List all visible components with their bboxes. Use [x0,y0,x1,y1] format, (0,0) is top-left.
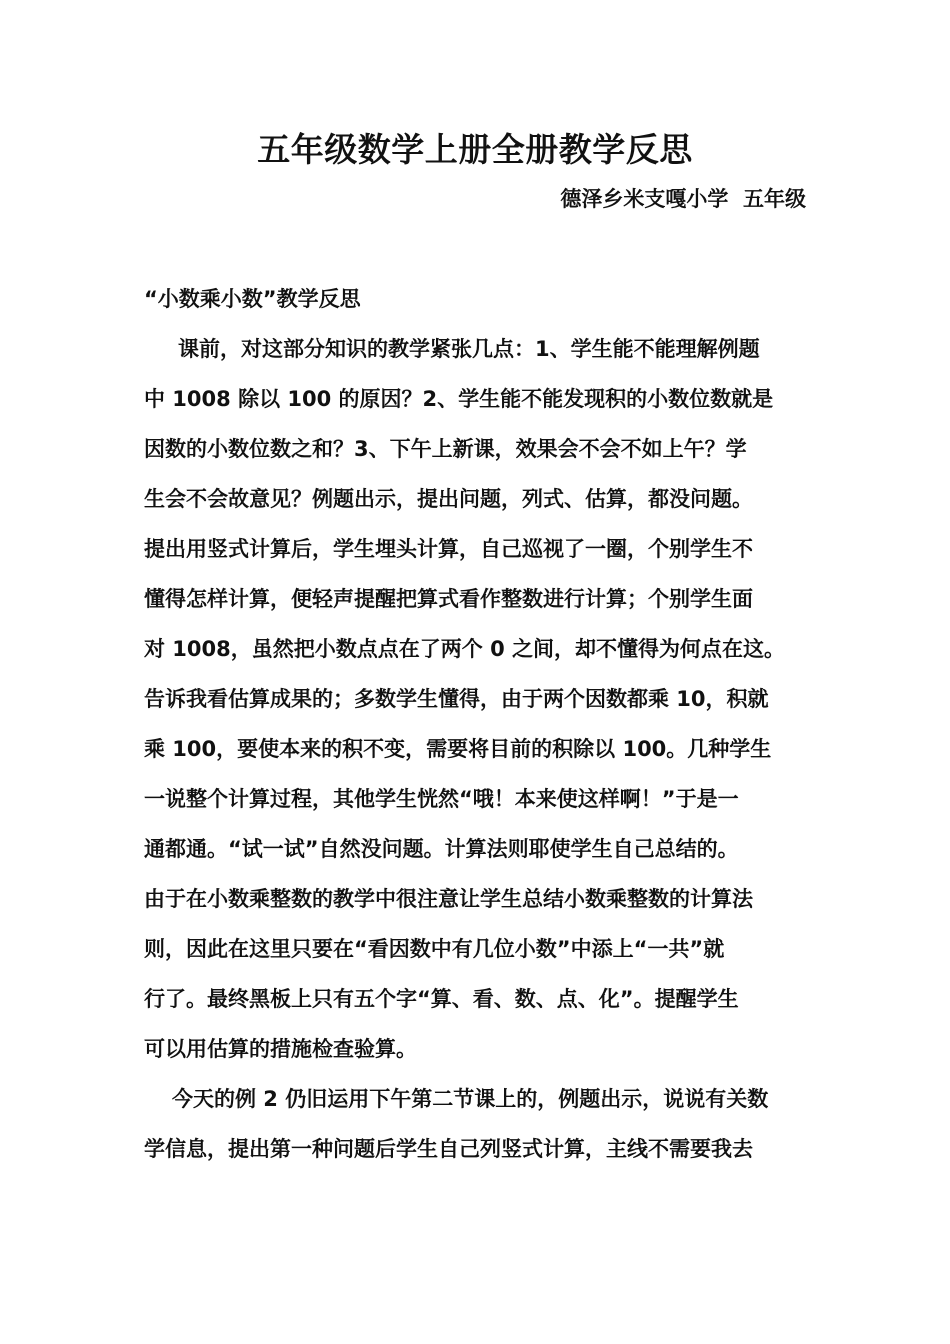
paragraph-line: 由于在小数乘整数的教学中很注意让学生总结小数乘整数的计算法 [144,887,753,911]
paragraph-line: 告诉我看估算成果的；多数学生懂得，由于两个因数都乘 10，积就 [144,687,769,711]
paragraph-line: 提出用竖式计算后，学生埋头计算，自己巡视了一圈，个别学生不 [144,537,753,561]
paragraph-line: 学信息，提出第一种问题后学生自己列竖式计算，主线不需要我去 [144,1137,753,1161]
paragraph-line: 中 1008 除以 100 的原因？2、学生能不能发现积的小数位数就是 [144,387,774,411]
paragraph-line: 乘 100，要使本来的积不变，需要将目前的积除以 100。几种学生 [144,737,772,761]
paragraph-line: 则，因此在这里只要在“看因数中有几位小数”中添上“一共”就 [144,937,725,961]
paragraph-line: 对 1008，虽然把小数点点在了两个 0 之间，却不懂得为何点在这。 [144,637,785,661]
paragraph-line: 课前，对这部分知识的教学紧张几点：1、学生能不能理解例题 [178,337,760,361]
paragraph-line: 今天的例 2 仍旧运用下午第二节课上的，例题出示，说说有关数 [172,1087,769,1111]
paragraph-line: 懂得怎样计算，便轻声提醒把算式看作整数进行计算；个别学生面 [144,587,753,611]
document-title: 五年级数学上册全册教学反思 [257,130,693,169]
author-byline: 德泽乡米支嘎小学 五年级 [560,187,806,211]
paragraph-line: 行了。最终黑板上只有五个字“算、看、数、点、化”。提醒学生 [144,987,739,1011]
paragraph-line: 因数的小数位数之和？3、下午上新课，效果会不会不如上午？学 [144,437,747,461]
paragraph-line: 生会不会故意见？例题出示，提出问题，列式、估算，都没问题。 [144,487,753,511]
paragraph-line: 通都通。“试一试”自然没问题。计算法则耶使学生自己总结的。 [144,837,739,861]
paragraph-line: 可以用估算的措施检查验算。 [144,1037,417,1061]
paragraph-line: 一说整个计算过程，其他学生恍然“哦！本来使这样啊！”于是一 [144,787,739,811]
section-heading: “小数乘小数”教学反思 [144,287,361,311]
